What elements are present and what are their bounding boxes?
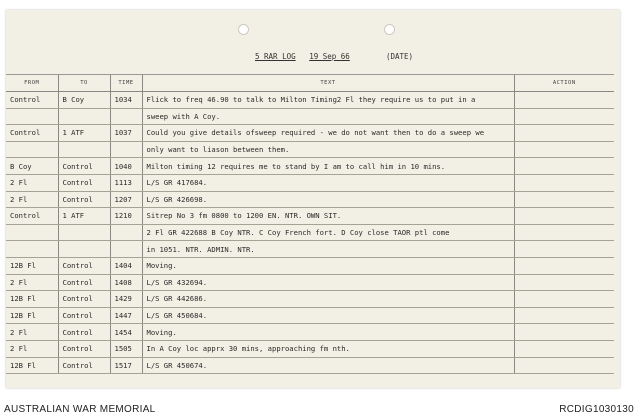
log-entry-row <box>6 92 614 109</box>
log-cell-text: sweep with A Coy. <box>142 108 514 125</box>
log-cell-text: Flick to freq 46.90 to talk to Milton Timing2 Fl they require us to put in a <box>142 92 514 109</box>
log-cell-to: Control <box>58 158 110 175</box>
log-cell-time: 1210 <box>110 208 142 225</box>
log-cell-from <box>6 224 58 241</box>
log-entry-row <box>6 191 614 208</box>
log-table-header <box>6 75 614 92</box>
log-cell-action <box>514 357 614 374</box>
log-cell-text: L/S GR 450674. <box>142 357 514 374</box>
log-cell-action <box>514 141 614 158</box>
log-cell-time: 1040 <box>110 158 142 175</box>
log-cell-text: only want to liason between them. <box>142 141 514 158</box>
log-cell-action <box>514 108 614 125</box>
log-cell-time: 1207 <box>110 191 142 208</box>
log-entry-row <box>6 208 614 225</box>
log-table <box>6 74 614 374</box>
log-cell-to: Control <box>58 274 110 291</box>
log-cell-text: Milton timing 12 requires me to stand by I am to call him in 10 mins. <box>142 158 514 175</box>
log-cell-to <box>58 108 110 125</box>
column-header-from: FROM <box>6 75 58 92</box>
log-cell-to: Control <box>58 257 110 274</box>
log-cell-from: 12B Fl <box>6 357 58 374</box>
log-cell-from: 12B Fl <box>6 307 58 324</box>
log-cell-action <box>514 208 614 225</box>
log-cell-from: 2 Fl <box>6 324 58 341</box>
log-cell-to <box>58 141 110 158</box>
log-cell-from: 2 Fl <box>6 191 58 208</box>
log-cell-time <box>110 224 142 241</box>
log-cell-time <box>110 141 142 158</box>
log-cell-time: 1517 <box>110 357 142 374</box>
log-cell-from: Control <box>6 92 58 109</box>
log-cell-action <box>514 158 614 175</box>
log-entry-row <box>6 307 614 324</box>
log-cell-to: 1 ATF <box>58 125 110 142</box>
log-cell-from: 2 Fl <box>6 274 58 291</box>
log-cell-time: 1034 <box>110 92 142 109</box>
log-cell-from <box>6 241 58 258</box>
log-cell-time: 1408 <box>110 274 142 291</box>
log-cell-from: 2 Fl <box>6 340 58 357</box>
log-date-value: 19 Sep 66 <box>309 52 350 61</box>
log-entry-row <box>6 224 614 241</box>
log-cell-action <box>514 125 614 142</box>
column-header-action: ACTION <box>514 75 614 92</box>
log-entry-row <box>6 125 614 142</box>
log-cell-to: Control <box>58 191 110 208</box>
log-cell-text: 2 Fl GR 422688 B Coy NTR. C Coy French fort. D Coy close TAOR ptl come <box>142 224 514 241</box>
log-cell-to: 1 ATF <box>58 208 110 225</box>
log-cell-time <box>110 241 142 258</box>
log-cell-from: Control <box>6 125 58 142</box>
log-cell-to <box>58 224 110 241</box>
log-cell-action <box>514 291 614 308</box>
log-cell-to: Control <box>58 357 110 374</box>
log-cell-time: 1429 <box>110 291 142 308</box>
log-cell-text: Moving. <box>142 257 514 274</box>
log-date-label: (DATE) <box>385 52 414 61</box>
log-cell-to: Control <box>58 324 110 341</box>
log-cell-from <box>6 141 58 158</box>
log-entry-row <box>6 324 614 341</box>
log-cell-from: B Coy <box>6 158 58 175</box>
log-cell-from: 12B Fl <box>6 291 58 308</box>
log-cell-to: Control <box>58 307 110 324</box>
log-entry-row <box>6 274 614 291</box>
log-cell-action <box>514 340 614 357</box>
log-cell-time: 1454 <box>110 324 142 341</box>
log-cell-action <box>514 307 614 324</box>
punch-hole-right <box>384 24 395 35</box>
punch-hole-left <box>238 24 249 35</box>
log-cell-text: In A Coy loc apprx 30 mins, approaching fm nth. <box>142 340 514 357</box>
log-cell-text: Could you give details ofsweep required - we do not want then to do a sweep we <box>142 125 514 142</box>
log-entry-row <box>6 141 614 158</box>
log-entry-row <box>6 241 614 258</box>
log-cell-time: 1505 <box>110 340 142 357</box>
archive-reference: RCDIG1030130 <box>559 404 634 415</box>
log-cell-to: Control <box>58 174 110 191</box>
log-cell-time: 1037 <box>110 125 142 142</box>
column-header-to: TO <box>58 75 110 92</box>
log-cell-text: Moving. <box>142 324 514 341</box>
log-cell-from: 2 Fl <box>6 174 58 191</box>
log-cell-action <box>514 174 614 191</box>
log-cell-text: L/S GR 442686. <box>142 291 514 308</box>
log-cell-action <box>514 191 614 208</box>
log-cell-action <box>514 324 614 341</box>
log-cell-text: L/S GR 432694. <box>142 274 514 291</box>
log-entry-row <box>6 291 614 308</box>
log-entry-row <box>6 108 614 125</box>
log-header <box>255 52 413 61</box>
log-cell-from <box>6 108 58 125</box>
log-cell-action <box>514 92 614 109</box>
log-entry-row <box>6 174 614 191</box>
log-entry-row <box>6 257 614 274</box>
log-cell-time <box>110 108 142 125</box>
log-cell-to: Control <box>58 340 110 357</box>
log-entry-row <box>6 158 614 175</box>
log-cell-to: B Coy <box>58 92 110 109</box>
log-cell-text: L/S GR 450684. <box>142 307 514 324</box>
log-cell-text: L/S GR 426698. <box>142 191 514 208</box>
log-cell-to <box>58 241 110 258</box>
log-cell-text: Sitrep No 3 fm 0800 to 1200 EN. NTR. OWN SIT. <box>142 208 514 225</box>
column-header-text: TEXT <box>142 75 514 92</box>
log-cell-action <box>514 224 614 241</box>
log-cell-time: 1113 <box>110 174 142 191</box>
log-cell-text: L/S GR 417684. <box>142 174 514 191</box>
log-cell-text: in 1051. NTR. ADMIN. NTR. <box>142 241 514 258</box>
log-cell-time: 1447 <box>110 307 142 324</box>
log-cell-from: 12B Fl <box>6 257 58 274</box>
log-entry-row <box>6 340 614 357</box>
log-table-body <box>6 92 614 374</box>
log-cell-action <box>514 257 614 274</box>
log-unit-title: 5 RAR LOG <box>255 52 296 61</box>
log-cell-action <box>514 241 614 258</box>
column-header-time: TIME <box>110 75 142 92</box>
archive-credit: AUSTRALIAN WAR MEMORIAL <box>4 404 156 415</box>
log-cell-to: Control <box>58 291 110 308</box>
log-cell-action <box>514 274 614 291</box>
log-entry-row <box>6 357 614 374</box>
log-cell-time: 1404 <box>110 257 142 274</box>
log-cell-from: Control <box>6 208 58 225</box>
